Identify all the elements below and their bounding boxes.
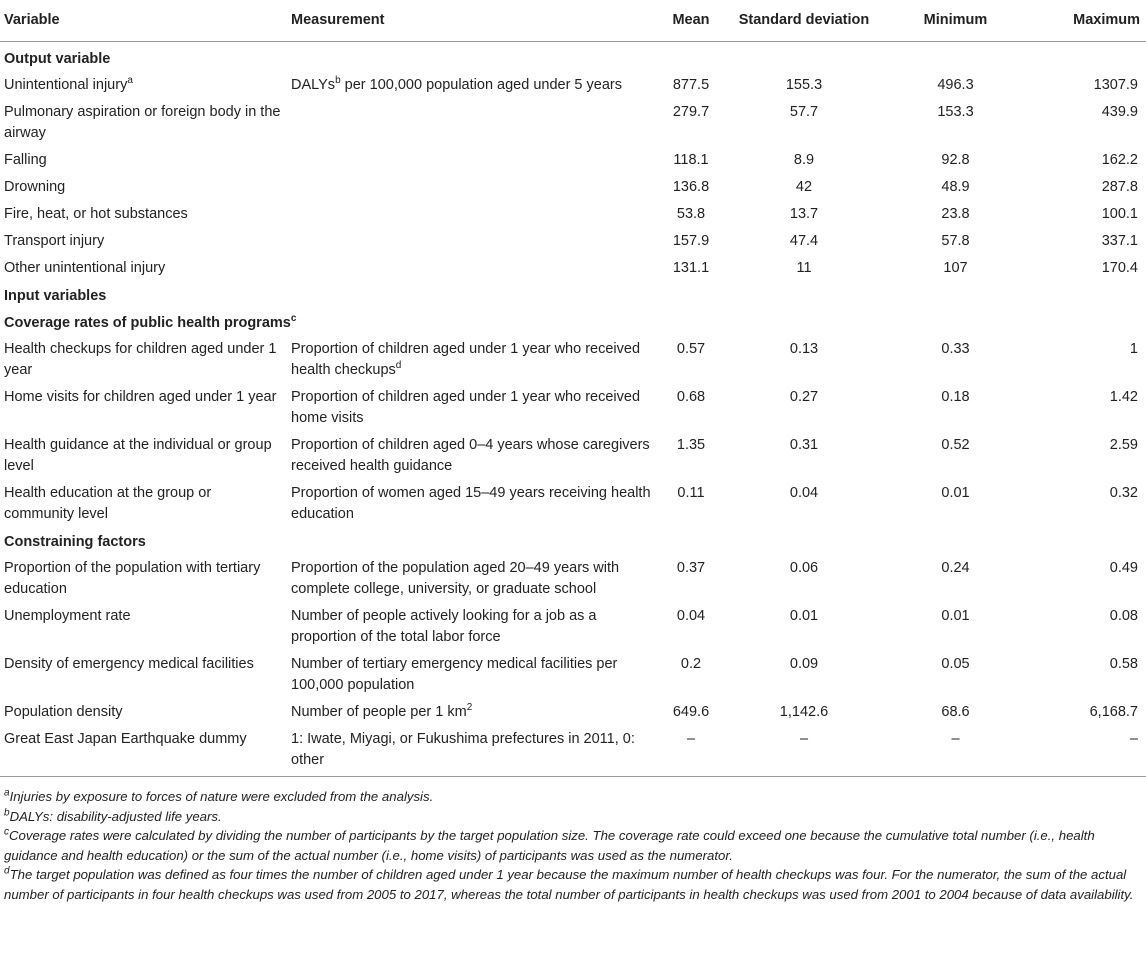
- cell-min: –: [881, 727, 1030, 777]
- table-row: [0, 337, 1146, 385]
- cell-sd: 0.06: [789, 560, 819, 576]
- cell-sd: 57.7: [789, 104, 819, 120]
- cell-max: 0.08: [1109, 608, 1138, 624]
- cell-variable: Pulmonary aspiration or foreign body in the airway: [4, 104, 281, 141]
- cell-max: 0.58: [1109, 656, 1138, 672]
- cell-max: 170.4: [1101, 260, 1138, 276]
- cell-sd: 13.7: [789, 206, 819, 222]
- footnote: $^a$Injuries by exposure to forces of nature were excluded from the analysis.: [4, 787, 434, 804]
- cell-min: 0.33: [941, 341, 970, 357]
- table-row: [0, 175, 1146, 202]
- cell-min: 68.6: [941, 704, 970, 720]
- table-row: [0, 385, 1146, 433]
- cell-measurement: [287, 148, 655, 175]
- footnote: $^d$The target population was defined as four times the number of children aged under 1 year because the maximum number of health checkups was four. For the numerator, the sum of the actual number of participants in four health checkups was used from 2005 to 2017, whereas the total number of participants in health checkups was used from 2001 to 2004 because of data availability.: [4, 865, 1134, 902]
- cell-mean: 0.57: [676, 341, 706, 357]
- cell-min: 0.01: [941, 485, 970, 501]
- cell-mean: 0.68: [676, 389, 706, 405]
- cell-sd: 0.09: [789, 656, 819, 672]
- table-row: [0, 148, 1146, 175]
- cell-min: 0.05: [941, 656, 970, 672]
- cell-mean: 1.35: [676, 437, 706, 453]
- table-row: [0, 202, 1146, 229]
- cell-min: 153.3: [937, 104, 974, 120]
- cell-max: 0.32: [1109, 485, 1138, 501]
- cell-measurement: Number of tertiary emergency medical facilities per 100,000 population: [291, 656, 618, 693]
- cell-mean: –: [655, 727, 727, 777]
- header-row: [0, 0, 1146, 42]
- cell-min: 107: [943, 260, 968, 276]
- cell-sd: 0.13: [789, 341, 819, 357]
- section-constraining: Constraining factors: [4, 534, 146, 550]
- cell-measurement: [287, 229, 655, 256]
- table-row: [0, 556, 1146, 604]
- cell-variable: Falling: [4, 152, 47, 168]
- cell-mean: 157.9: [672, 233, 710, 249]
- table-row: [0, 73, 1146, 100]
- cell-min: 92.8: [941, 152, 970, 168]
- cell-variable: Transport injury: [4, 233, 105, 249]
- footnote: $^c$Coverage rates were calculated by dividing the number of participants by the target population size. The coverage rate could exceed one because the cumulative total number (i.e., health guidance and health education) or the sum of the actual number (i.e., home visits) of participants was used as the numerator.: [4, 826, 1095, 863]
- cell-measurement: Number of people per 1 $km^2$: [291, 702, 473, 720]
- cell-variable: Health guidance at the individual or group level: [4, 437, 272, 474]
- cell-measurement: [287, 202, 655, 229]
- cell-mean: 649.6: [672, 704, 710, 720]
- cell-variable: Health education at the group or community level: [4, 485, 212, 522]
- cell-min: 496.3: [937, 77, 974, 93]
- section-row: [0, 310, 1146, 337]
- cell-measurement: Proportion of women aged 15–49 years receiving health education: [291, 485, 651, 522]
- cell-sd: 0.04: [789, 485, 819, 501]
- cell-sd: –: [727, 727, 881, 777]
- cell-min: 23.8: [941, 206, 970, 222]
- cell-max: 337.1: [1101, 233, 1138, 249]
- table-row: [0, 652, 1146, 700]
- cell-max: 287.8: [1101, 179, 1138, 195]
- table-row: [0, 481, 1146, 529]
- cell-sd: 0.01: [789, 608, 819, 624]
- cell-measurement: Proportion of the population aged 20–49 years with complete college, university, or graduate school: [291, 560, 620, 597]
- table-row: [0, 100, 1146, 148]
- cell-mean: 279.7: [672, 104, 710, 120]
- cell-max: 162.2: [1101, 152, 1138, 168]
- cell-min: 0.52: [941, 437, 970, 453]
- section-coverage: Coverage rates of public health programs$^c$: [4, 313, 297, 331]
- cell-sd: 42: [795, 179, 813, 195]
- cell-measurement: [287, 175, 655, 202]
- cell-mean: 136.8: [672, 179, 710, 195]
- cell-measurement: Number of people actively looking for a job as a proportion of the total labor force: [291, 608, 597, 645]
- cell-sd: 0.27: [789, 389, 819, 405]
- cell-variable: Health checkups for children aged under 1 year: [4, 341, 277, 378]
- section-row: [0, 42, 1146, 74]
- cell-mean: 0.11: [677, 485, 705, 501]
- header-min: Minimum: [881, 0, 1030, 42]
- table-row: [0, 700, 1146, 727]
- cell-mean: 131.1: [672, 260, 710, 276]
- cell-sd: 8.9: [793, 152, 815, 168]
- cell-mean: 877.5: [672, 77, 710, 93]
- cell-max: 100.1: [1101, 206, 1138, 222]
- cell-variable: Great East Japan Earthquake dummy: [0, 727, 287, 777]
- header-sd: Standard deviation: [727, 0, 881, 42]
- table-row: [0, 727, 1146, 777]
- table-row: [0, 604, 1146, 652]
- cell-mean: 0.04: [676, 608, 706, 624]
- cell-variable: Proportion of the population with tertiary education: [4, 560, 261, 597]
- cell-max: 6,168.7: [1089, 704, 1138, 720]
- table-row: [0, 229, 1146, 256]
- cell-mean: 118.1: [673, 152, 709, 168]
- cell-variable: Unintentional injury$^a$: [4, 75, 133, 93]
- table-row: [0, 433, 1146, 481]
- cell-measurement: Proportion of children aged 0–4 years whose caregivers received health guidance: [291, 437, 650, 474]
- cell-max: 2.59: [1109, 437, 1138, 453]
- cell-max: 1307.9: [1093, 77, 1138, 93]
- section-row: [0, 283, 1146, 310]
- cell-variable: Home visits for children aged under 1 year: [4, 389, 277, 405]
- header-mean: Mean: [655, 0, 727, 42]
- cell-min: 0.24: [941, 560, 970, 576]
- cell-max: 1: [1129, 341, 1138, 357]
- table-footnotes: [0, 777, 1146, 904]
- section-input: Input variables: [4, 288, 107, 304]
- cell-variable: Other unintentional injury: [4, 260, 166, 276]
- cell-sd: 1,142.6: [779, 704, 829, 720]
- cell-sd: 155.3: [785, 77, 823, 93]
- cell-max: 1.42: [1109, 389, 1138, 405]
- cell-min: 0.18: [941, 389, 970, 405]
- header-max: Maximum: [1030, 0, 1146, 42]
- cell-max: –: [1030, 727, 1146, 777]
- section-output: Output variable: [4, 51, 111, 67]
- cell-measurement: DALYs$^b$ per 100,000 population aged under 5 years: [291, 75, 622, 93]
- cell-sd: 11: [796, 260, 812, 276]
- cell-max: 439.9: [1101, 104, 1138, 120]
- cell-measurement: [287, 256, 655, 283]
- cell-variable: Fire, heat, or hot substances: [4, 206, 188, 222]
- header-variable: Variable: [0, 0, 287, 42]
- header-measurement: Measurement: [287, 0, 655, 42]
- cell-measurement: Proportion of children aged under 1 year who received health checkups$^d$: [291, 341, 641, 378]
- cell-variable: Population density: [4, 704, 123, 720]
- cell-variable: Unemployment rate: [4, 608, 131, 624]
- cell-variable: Drowning: [4, 179, 66, 195]
- cell-mean: 0.37: [676, 560, 706, 576]
- cell-measurement: [287, 100, 655, 148]
- cell-measurement: 1: Iwate, Miyagi, or Fukushima prefectures in 2011, 0: other: [287, 727, 655, 777]
- cell-mean: 0.2: [680, 656, 702, 672]
- section-row: [0, 529, 1146, 556]
- cell-min: 48.9: [941, 179, 970, 195]
- cell-sd: 47.4: [789, 233, 819, 249]
- cell-min: 0.01: [941, 608, 970, 624]
- cell-mean: 53.8: [676, 206, 706, 222]
- cell-max: 0.49: [1109, 560, 1138, 576]
- footnote: $^b$DALYs: disability-adjusted life years.: [4, 807, 222, 824]
- cell-sd: 0.31: [789, 437, 819, 453]
- table-row: [0, 256, 1146, 283]
- cell-variable: Density of emergency medical facilities: [4, 656, 254, 672]
- cell-min: 57.8: [941, 233, 970, 249]
- cell-measurement: Proportion of children aged under 1 year who received home visits: [291, 389, 641, 426]
